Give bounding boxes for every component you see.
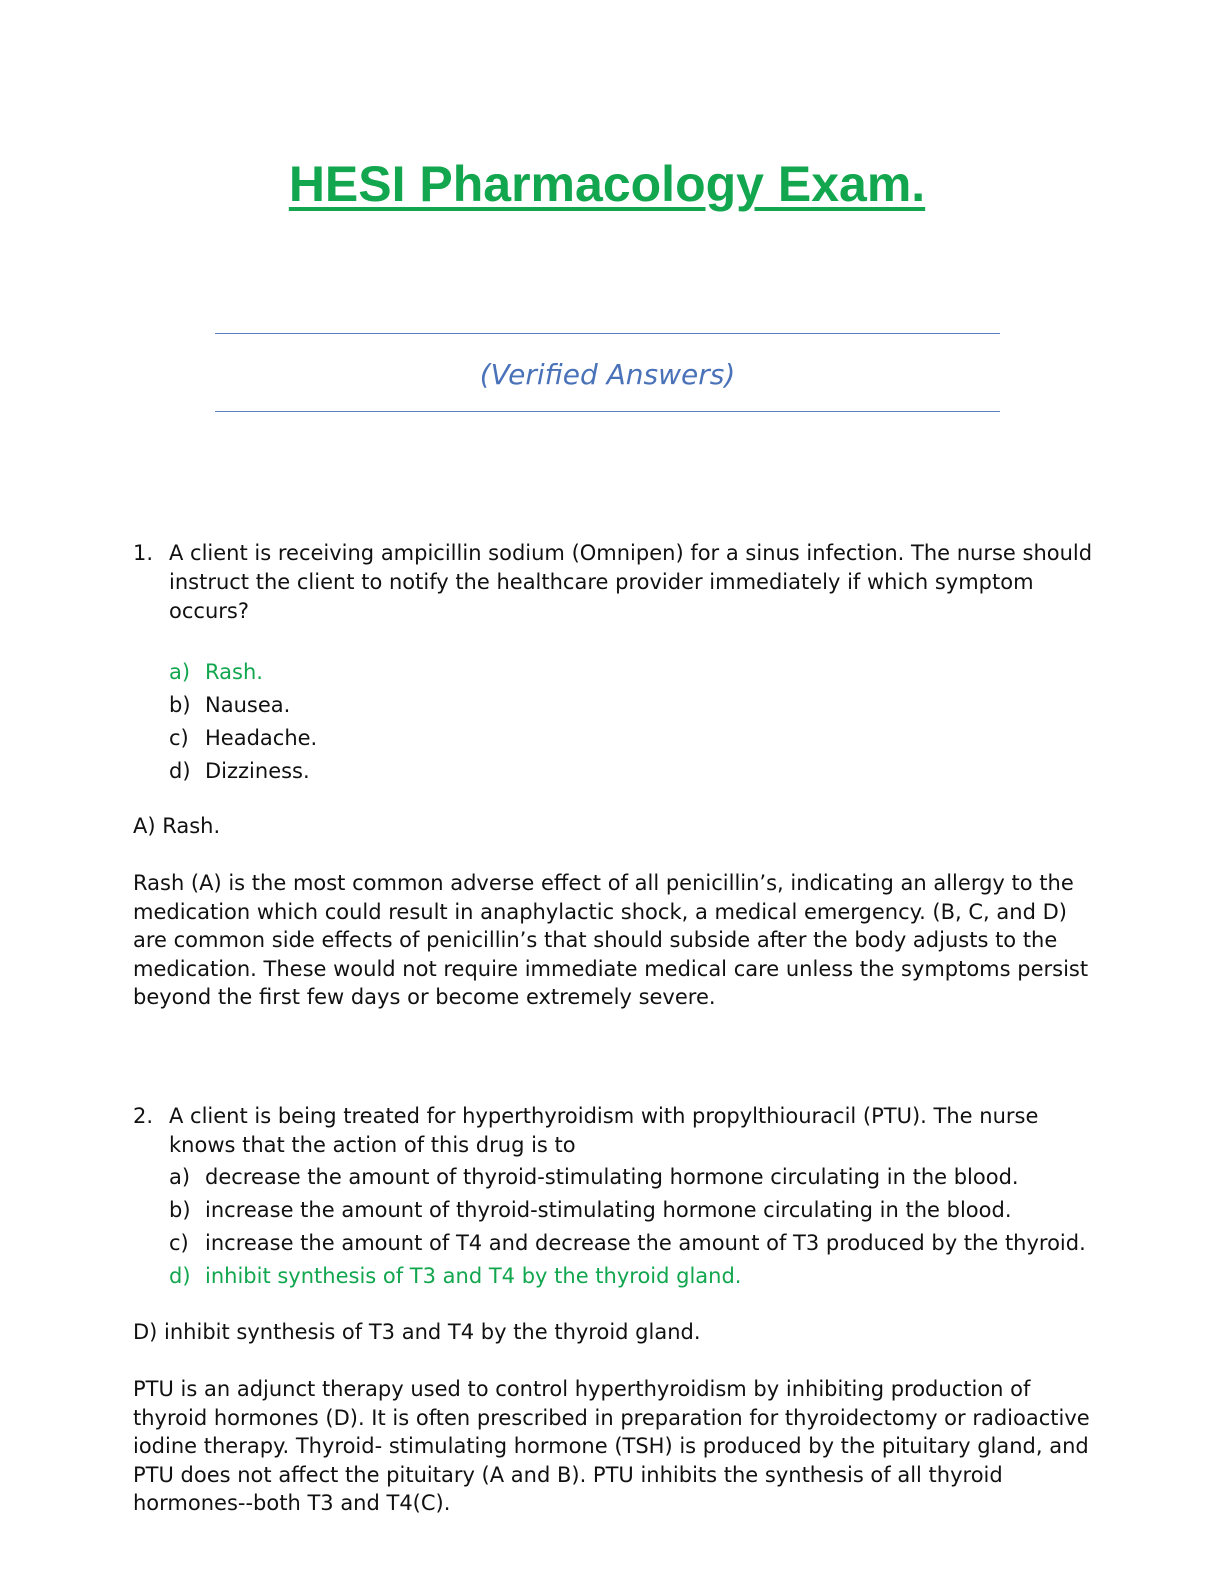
option-text: Nausea.	[205, 693, 291, 717]
document-title: HESI Pharmacology Exam.	[288, 156, 926, 212]
option-letter: a)	[169, 660, 191, 684]
question-text: A client is being treated for hyperthyroidism with propylthiouracil (PTU). The nurse knows that the action of this drug is to	[169, 1104, 1039, 1157]
option-text: decrease the amount of thyroid-stimulating hormone circulating in the blood.	[205, 1165, 1019, 1189]
subtitle-top-rule	[215, 333, 1000, 334]
option-b	[169, 1194, 1089, 1227]
question-1-options	[169, 656, 1089, 788]
option-c	[169, 722, 1089, 755]
option-d	[169, 755, 1089, 788]
document-subtitle: (Verified Answers)	[479, 358, 736, 391]
option-text: Rash.	[205, 660, 263, 684]
option-letter: b)	[169, 693, 191, 717]
option-letter: b)	[169, 1198, 191, 1222]
option-d	[169, 1260, 1089, 1293]
answer-2: D) inhibit synthesis of T3 and T4 by the thyroid gland.	[133, 1320, 701, 1344]
question-number: 2.	[133, 1104, 154, 1128]
question-1	[133, 539, 1093, 626]
option-c	[169, 1227, 1089, 1260]
question-number: 1.	[133, 541, 154, 565]
question-text: A client is receiving ampicillin sodium (Omnipen) for a sinus infection. The nurse should instruct the client to notify the healthcare provider immediately if which symptom occurs?	[169, 541, 1093, 623]
option-a	[169, 1161, 1089, 1194]
option-letter: c)	[169, 726, 189, 750]
rationale-2: PTU is an adjunct therapy used to control hyperthyroidism by inhibiting production of thyroid hormones (D). It is often prescribed in preparation for thyroidectomy or radioactive iodine therapy. Thyroid- stimulating hormone (TSH) is produced by the pituitary gland, and PTU does not affect the pituitary (A and B). PTU inhibits the synthesis of all thyroid hormones--both T3 and T4(C).	[133, 1377, 1090, 1515]
answer-1: A) Rash.	[133, 814, 221, 838]
option-letter: a)	[169, 1165, 191, 1189]
option-text: inhibit synthesis of T3 and T4 by the thyroid gland.	[205, 1264, 742, 1288]
subtitle-bottom-rule	[215, 411, 1000, 412]
option-text: increase the amount of thyroid-stimulating hormone circulating in the blood.	[205, 1198, 1012, 1222]
option-b	[169, 689, 1089, 722]
option-letter: d)	[169, 759, 191, 783]
option-text: increase the amount of T4 and decrease the amount of T3 produced by the thyroid.	[205, 1231, 1086, 1255]
rationale-1: Rash (A) is the most common adverse effect of all penicillin’s, indicating an allergy to the medication which could result in anaphylactic shock, a medical emergency. (B, C, and D) are common side effects of penicillin’s that should subside after the body adjusts to the medication. These would not require immediate medical care unless the symptoms persist beyond the first few days or become extremely severe.	[133, 871, 1089, 1009]
question-2	[133, 1102, 1093, 1160]
question-2-options	[169, 1161, 1089, 1293]
option-text: Dizziness.	[205, 759, 310, 783]
option-a	[169, 656, 1089, 689]
option-letter: d)	[169, 1264, 191, 1288]
option-letter: c)	[169, 1231, 189, 1255]
option-text: Headache.	[205, 726, 318, 750]
